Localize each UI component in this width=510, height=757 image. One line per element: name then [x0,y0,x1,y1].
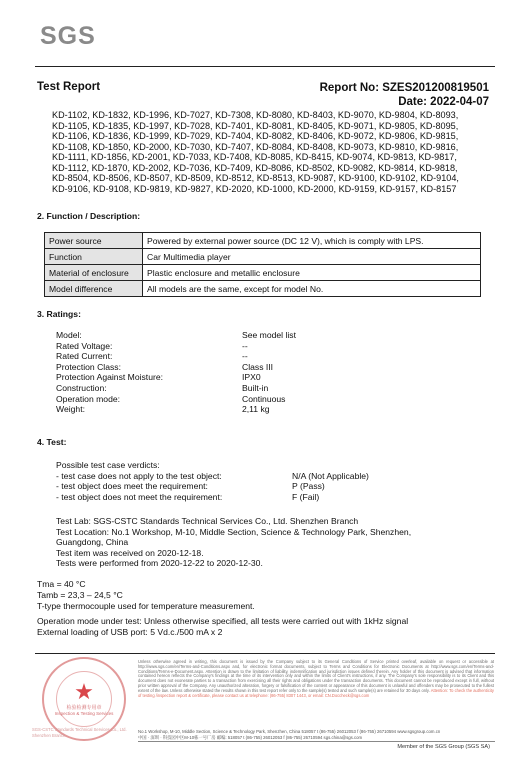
rating-value: -- [242,340,248,351]
star-icon: ★ [74,679,94,704]
rating-value: IPX0 [242,372,261,383]
verdict-value: N/A (Not Applicable) [292,470,369,481]
item-received: Test item was received on 2020-12-18. [56,547,204,558]
section-2-heading: 2. Function / Description: [37,211,141,221]
test-conditions [37,579,408,638]
model-list-line: KD-8504, KD-8506, KD-8507, KD-8509, KD-8512, KD-8513, KD-9087, KD-9100, KD-9102, KD-9104, [52,173,459,183]
section-4-heading: 4. Test: [37,437,67,447]
function-key: Function [45,249,143,265]
function-key: Power source [45,233,143,249]
rating-value: 2,11 kg [242,404,270,415]
rating-key: Rated Current: [56,351,113,362]
verdict-value: P (Pass) [292,481,325,492]
ratings-list [56,330,296,415]
list-item [56,404,296,415]
verdict-key: - test case does not apply to the test object: [56,470,222,481]
table-row [45,249,481,265]
model-list-line: KD-1102, KD-1832, KD-1996, KD-7027, KD-7308, KD-8080, KD-8403, KD-9070, KD-9804, KD-8093, [52,110,459,120]
list-item [56,362,296,373]
report-number: Report No: SZES201200819501 [319,82,489,94]
list-item [56,492,369,503]
usb-loading-note: External loading of USB port: 5 Vd.c./500 mA x 2 [37,627,223,637]
function-value: Plastic enclosure and metallic enclosure [143,265,481,281]
model-list [52,110,472,194]
report-meta [320,81,489,109]
table-row [45,281,481,297]
model-list-line: KD-1111, KD-1856, KD-2001, KD-7033, KD-7408, KD-8085, KD-8415, KD-9074, KD-9813, KD-9817, [52,152,457,162]
function-key: Material of enclosure [45,265,143,281]
report-title: Test Report [37,81,101,93]
rating-key: Protection Against Moisture: [56,372,163,383]
table-row [45,265,481,281]
seal-subtext: Inspection & Testing Services [54,711,114,716]
function-value: Car Multimedia player [143,249,481,265]
verdict-key: - test object does not meet the requirement: [56,491,223,502]
header-divider [35,66,495,67]
tma: Tma = 40 °C [37,579,86,589]
verdict-key: - test object does meet the requirement: [56,481,208,492]
function-value: All models are the same, except for model No. [143,281,481,297]
seal-text: 检验检测专用章 [66,705,102,711]
test-lab-info [56,516,456,569]
stamp-branch: Shenzhen Branch [32,733,66,738]
footer-divider [35,653,495,654]
verdicts-list [56,460,369,502]
model-list-line: KD-1112, KD-1870, KD-2002, KD-7036, KD-7409, KD-8086, KD-8502, KD-9082, KD-9814, KD-9818, [52,162,458,173]
list-item [56,330,296,341]
fine-print-text: Unless otherwise agreed in writing, this document is issued by the Company subject to its General Conditions of Service printed overleaf, available on request or accessible at http://www.sgs.com/en/Terms-and-Conditions.aspx and, for electronic format documents, subject to Terms and Conditions for Electronic Documents at http://www.sgs.com/en/Terms-and-Conditions/Terms-e-Document.aspx. Attention is drawn to the limitation of liability, indemnification and jurisdiction issues defined therein. Any holder of this document is advised that information contained hereon reflects the Company's findings at the time of its intervention only and within the limits of Client's instructions, if any. The Company's sole responsibility is to its Client and this document does not exonerate parties to a transaction from exercising all their rights and obligations under the transaction documents. This document cannot be reproduced except in full, without prior written approval of the Company. Any unauthorized alteration, forgery or falsification of the content or appearance of this document is unlawful and offenders may be prosecuted to the fullest extent of the law. Unless otherwise stated the results shown in this test report refer only to the sample(s) tested and such sample(s) are retained for 30 days only. [138,659,494,693]
rating-value: See model list [242,330,296,340]
list-item [56,351,296,362]
authenticity-note: Attention: To check the authenticity of testing /inspection report & certificate, please contact us at telephone: (86-755) 8307 1443, or email: CN.Doccheck@sgs.com [138,687,494,698]
rating-value: Built-in [242,382,269,393]
list-item [56,481,369,492]
thermocouple-note: T-type thermocouple used for temperature measurement. [37,601,255,611]
report-date: Date: 2022-04-07 [398,96,489,108]
sgs-logo: SGS [40,22,96,50]
list-item [56,341,296,352]
function-table [44,232,481,297]
member-note: Member of the SGS Group (SGS SA) [397,744,490,750]
section-3-heading: 3. Ratings: [37,309,81,319]
address-divider [138,741,495,742]
operation-mode-note: Operation mode under test: Unless otherwise specified, all tests were carried out with 1kHz signal [37,616,409,626]
model-list-line: KD-9106, KD-9108, KD-9819, KD-9827, KD-2020, KD-1000, KD-2000, KD-9159, KD-9157, KD-8157 [52,183,457,194]
list-item [56,471,369,482]
stamp-company: SGS-CSTC Standards Technical Services Co., Ltd. [32,727,127,732]
rating-value: Continuous [242,393,286,404]
rating-key: Construction: [56,382,107,393]
list-item [56,372,296,383]
function-key: Model difference [45,281,143,297]
tests-performed: Tests were performed from 2020-12-22 to 2020-12-30. [56,558,263,569]
rating-value: Class III [242,361,274,372]
test-location: Test Location: No.1 Workshop, M-10, Middle Section, Science & Technology Park, Shenzhen, Guangdong, China [56,526,412,548]
rating-key: Weight: [56,404,85,415]
verdict-value: F (Fail) [292,491,320,502]
rating-value: -- [242,351,248,362]
address-cn: 中国 · 深圳 · 科技园中区M-10栋一号厂房 邮编: 518057 t (86-755) 26012053 f (86-755) 26710594 sgs.china@sgs.com [138,735,363,740]
function-value: Powered by external power source (DC 12 V), which is comply with LPS. [143,233,481,249]
rating-key: Protection Class: [56,361,121,372]
model-list-line: KD-1108, KD-1850, KD-2000, KD-7030, KD-7407, KD-8084, KD-8408, KD-9073, KD-9810, KD-9816, [52,141,459,152]
legal-fine-print [138,660,494,698]
verdicts-title: Possible test case verdicts: [56,460,160,470]
table-row [45,233,481,249]
rating-key: Model: [56,330,82,340]
model-list-line: KD-1105, KD-1835, KD-1997, KD-7028, KD-7401, KD-8081, KD-8405, KD-9071, KD-9805, KD-8095, [52,120,459,131]
address-en: No.1 Workshop, M-10, Middle Section, Science & Technology Park, Shenzhen, China 518057 t (86-755) 26012053 f (86-755) 26710594 www.sgsgroup.com.cn [138,729,441,734]
tamb: Tamb = 23,3 – 24,5 °C [37,590,123,600]
list-item [56,394,296,405]
rating-key: Operation mode: [56,393,121,404]
list-item [56,383,296,394]
test-lab: Test Lab: SGS-CSTC Standards Technical Services Co., Ltd. Shenzhen Branch [56,516,359,526]
model-list-line: KD-1106, KD-1836, KD-1999, KD-7029, KD-7404, KD-8082, KD-8406, KD-9072, KD-9806, KD-9815, [52,131,459,141]
rating-key: Rated Voltage: [56,340,113,351]
